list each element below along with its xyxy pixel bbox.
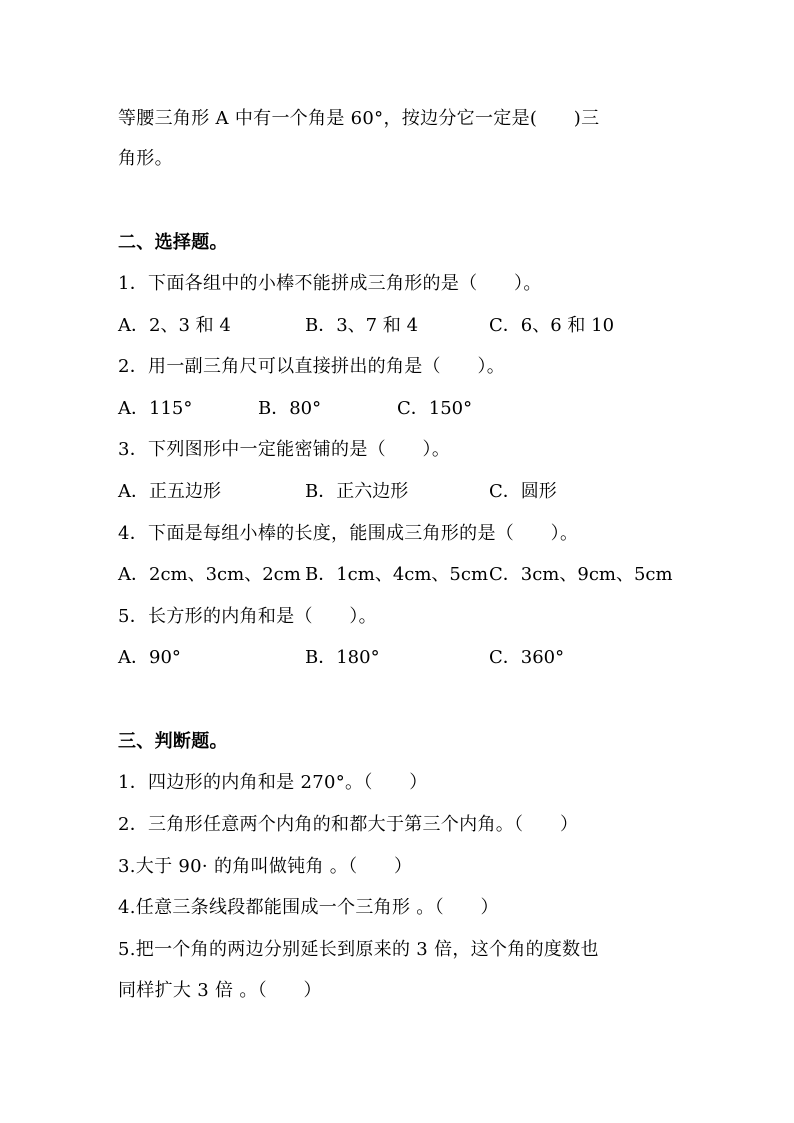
q2-option-a: A．115° <box>118 398 193 419</box>
judge-question-1: 1．四边形的内角和是 270°。（ ） <box>118 772 428 793</box>
q1-option-b: B．3、7 和 4 <box>305 315 419 336</box>
choice-question-1: 1．下面各组中的小棒不能拼成三角形的是（ ）。 <box>118 273 542 294</box>
q4-option-b: B．1cm、4cm、5cm <box>305 564 489 585</box>
q4-option-a: A．2cm、3cm、2cm <box>118 564 301 585</box>
q3-option-a: A．正五边形 <box>118 481 221 502</box>
q1-option-c: C．6、6 和 10 <box>489 315 615 336</box>
judge-question-2: 2．三角形任意两个内角的和都大于第三个内角。（ ） <box>118 814 579 835</box>
choice-question-2: 2．用一副三角尺可以直接拼出的角是（ ）。 <box>118 356 506 377</box>
judge-question-4: 4.任意三条线段都能围成一个三角形 。（ ） <box>118 897 499 918</box>
judge-question-5-line-1: 5.把一个角的两边分别延长到原来的 3 倍，这个角的度数也 <box>118 939 599 960</box>
section-2-heading: 二、选择题。 <box>118 232 228 253</box>
q5-option-b: B．180° <box>305 647 380 668</box>
q5-option-c: C．360° <box>489 647 565 668</box>
choice-question-3: 3．下列图形中一定能密铺的是（ ）。 <box>118 439 451 460</box>
judge-question-5-line-2: 同样扩大 3 倍 。（ ） <box>118 980 322 1001</box>
section-3-heading: 三、判断题。 <box>118 731 228 752</box>
q2-option-c: C．150° <box>397 398 473 419</box>
choice-question-5: 5．长方形的内角和是（ ）。 <box>118 606 377 627</box>
q2-option-b: B．80° <box>258 398 322 419</box>
q4-option-c: C．3cm、9cm、5cm <box>489 564 673 585</box>
intro-line-1: 等腰三角形 A 中有一个角是 60°，按边分它一定是( )三 <box>118 108 600 129</box>
q3-option-c: C．圆形 <box>489 481 557 502</box>
q3-option-b: B．正六边形 <box>305 481 409 502</box>
q1-option-a: A．2、3 和 4 <box>118 315 231 336</box>
judge-question-3: 3.大于 90· 的角叫做钝角 。（ ） <box>118 856 413 877</box>
intro-line-2: 角形。 <box>118 148 173 169</box>
q5-option-a: A．90° <box>118 647 181 668</box>
choice-question-4: 4．下面是每组小棒的长度，能围成三角形的是（ ）。 <box>118 523 579 544</box>
